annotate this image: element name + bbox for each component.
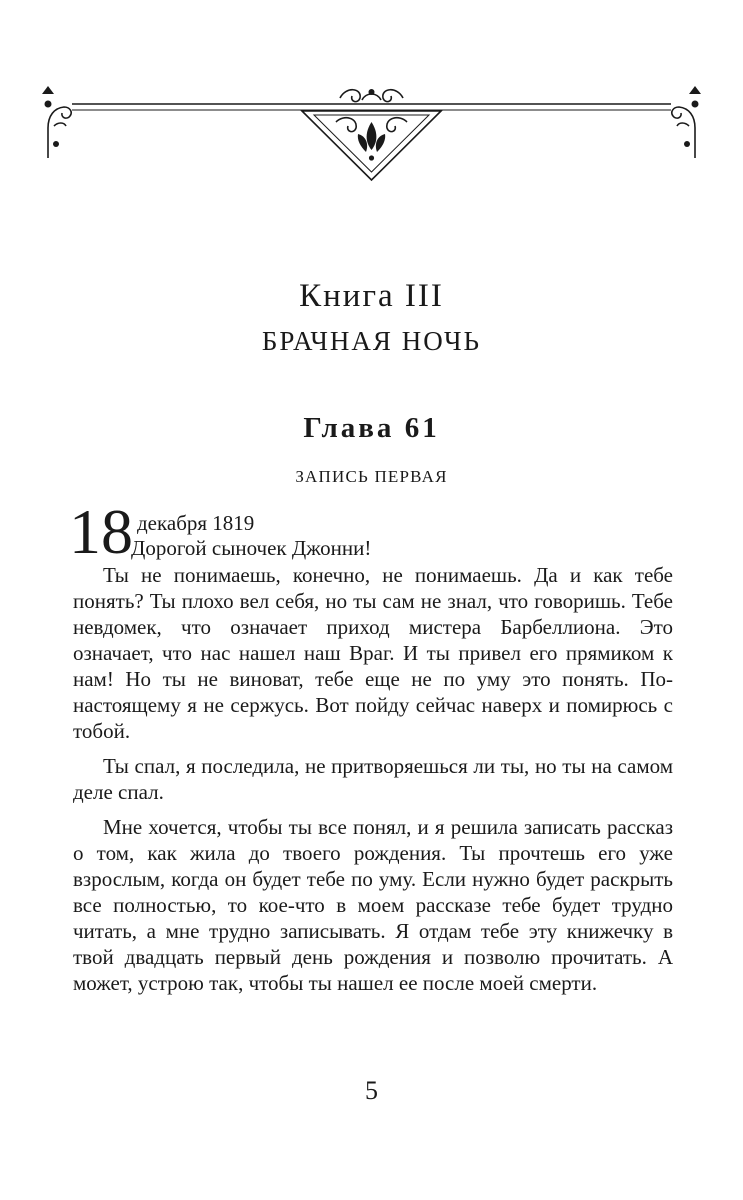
entry-date: декабря 1819 <box>137 511 255 535</box>
paragraph: Мне хочется, чтобы ты все понял, и я решила записать рассказ о том, как жила до твоего рождения. Ты прочтешь его уже взрослым, когда он будет тебе по уму. Если нужно будет раскрыть все полностью, то кое-что в моем рассказе тебе будет трудно читать, а мне трудно записывать. Я отдам тебе эту книжечку в твой двадцать первый день рождения и позволю прочитать. А может, устрою так, чтобы ты нашел ее после моей смерти. <box>73 815 673 995</box>
chapter-number: 61 <box>404 412 440 444</box>
greeting: Дорогой сыночек Джонни! <box>131 536 372 560</box>
entry-title: ЗАПИСЬ ПЕРВАЯ <box>295 467 448 486</box>
book-heading <box>0 278 743 315</box>
page-number: 5 <box>365 1076 378 1105</box>
paragraph: Ты спал, я последила, не притворяешься ли ты, но ты на самом деле спал. <box>73 754 673 804</box>
header-ornament <box>40 82 703 182</box>
chapter-heading <box>0 412 743 445</box>
book-word: Книга <box>299 278 395 314</box>
body-text <box>73 562 673 1005</box>
dropcap-date: 18 <box>69 496 133 567</box>
chapter-word: Глава <box>303 412 395 444</box>
paragraph: Ты не понимаешь, конечно, не понимаешь. Да и как тебе понять? Ты плохо вел себя, но ты сам не знал, что говоришь. Тебе невдомек, что означает приход мистера Барбеллиона. Это означает, что нас нашел наш Враг. И ты привел его прямиком к нам! Но ты не виноват, тебе еще не по уму это понять. По-настоящему я не сержусь. Вот пойду сейчас наверх и помирюсь с тобой. <box>73 563 673 743</box>
book-title: БРАЧНАЯ НОЧЬ <box>261 326 482 356</box>
book-number: III <box>404 278 444 314</box>
